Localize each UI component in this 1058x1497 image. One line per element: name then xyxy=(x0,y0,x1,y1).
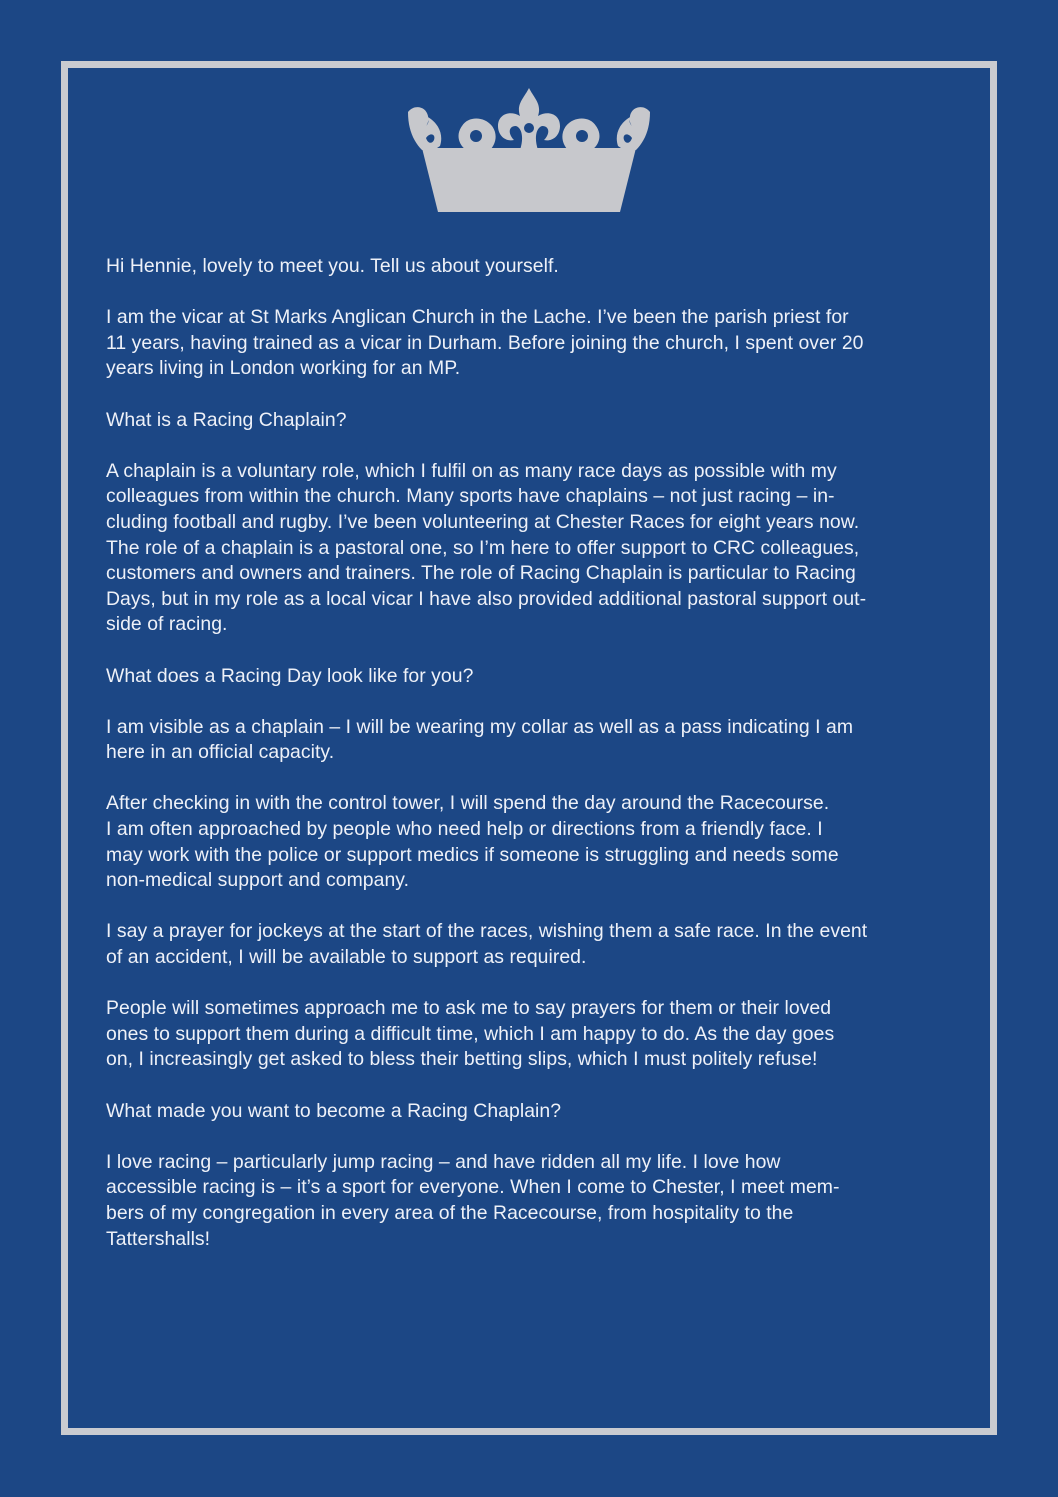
answer-racing-chaplain: A chaplain is a voluntary role, which I fulfil on as many race days as possible with my colleagues from within the church. Many sports have chaplains – not just racing – in- cluding football and rugby. I’ve been volunteering at Chester Races for eight years now. The role of a chaplain is a pastoral one, so I’m here to offer support to CRC colleagues, customers and owners and trainers. The role of Racing Chaplain is particular to Racing Days, but in my role as a local vicar I have also provided additional pastoral support out- side of racing. xyxy=(106,459,867,636)
article-body xyxy=(106,254,952,1252)
intro-answer: I am the vicar at St Marks Anglican Church in the Lache. I’ve been the parish priest for 11 years, having trained as a vicar in Durham. Before joining the church, I spent over 20 years living in London working for an MP. xyxy=(106,306,864,380)
answer-racing-day-2: After checking in with the control tower, I will spend the day around the Racecourse. I am often approached by people who need help or directions from a friendly face. I may work with the police or support medics if someone is struggling and needs some non-medical support and company. xyxy=(106,792,839,892)
question-racing-day: What does a Racing Day look like for you? xyxy=(106,664,474,687)
answer-racing-day-4: People will sometimes approach me to ask me to say prayers for them or their loved ones to support them during a difficult time, which I am happy to do. As the day goes on, I increasingly get asked to bless their betting slips, which I must politely refuse! xyxy=(106,997,835,1071)
answer-racing-day-3: I say a prayer for jockeys at the start of the races, wishing them a safe race. In the event of an accident, I will be available to support as required. xyxy=(106,920,868,969)
question-motivation: What made you want to become a Racing Chaplain? xyxy=(106,1099,562,1122)
intro-question: Hi Hennie, lovely to meet you. Tell us about yourself. xyxy=(106,255,559,277)
crown-icon xyxy=(404,86,654,214)
answer-motivation: I love racing – particularly jump racing – and have ridden all my life. I love how accessible racing is – it’s a sport for everyone. When I come to Chester, I meet mem- bers of my congregation in every area of the Racecourse, from hospitality to the Tattershalls! xyxy=(106,1150,840,1250)
answer-racing-day-1: I am visible as a chaplain – I will be wearing my collar as well as a pass indicating I am here in an official capacity. xyxy=(106,715,854,764)
question-racing-chaplain: What is a Racing Chaplain? xyxy=(106,408,347,431)
